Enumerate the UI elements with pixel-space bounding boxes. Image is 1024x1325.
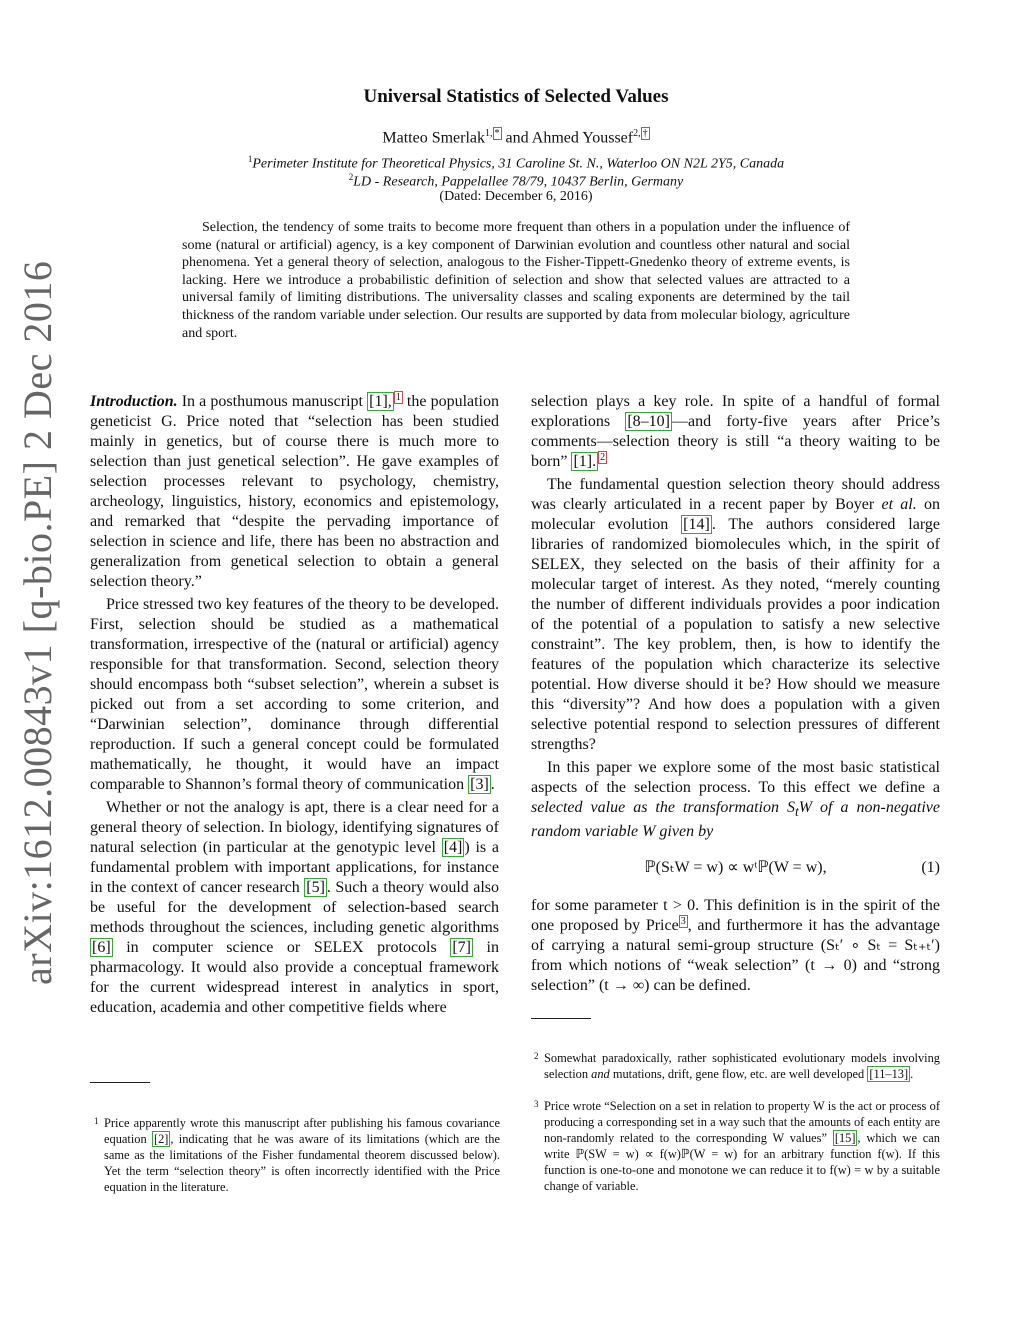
footnote-link-3[interactable]: 3 xyxy=(680,915,686,927)
text-span: Whether or not the analogy is apt, there is a clear need for a general theory of selection. In biology, identifying signatures of natural selection (in particular at the genotypic level xyxy=(90,799,499,856)
citation-link[interactable]: [14] xyxy=(683,516,710,533)
text-span: —and forty-five years after Price’s comments—selection theory is still “a theory waiting to be born” xyxy=(531,413,941,470)
citation-link[interactable]: [15] xyxy=(834,1131,856,1145)
text-span: Somewhat paradoxically, rather sophisticated evolutionary models involving selection xyxy=(544,1051,940,1081)
abstract: Selection, the tendency of some traits to become more frequent than others in a population under the influence of some (natural or artificial) agency, is a key component of Darwinian evolution and countless other natural and social phenomena. Yet a general theory of selection, analogous to the Fisher-Tippett-Gnedenko theory of extreme events, is lacking. Here we introduce a probabilistic definition of selection and show that selected values are attracted to a universal family of limiting distributions. The universality classes and scaling exponents are determined by the tail thickness of the random variable under selection. Our results are supported by data from molecular biology, agriculture and sport. xyxy=(182,220,850,341)
paragraph-continued xyxy=(531,392,940,472)
text-span: on molecular evolution xyxy=(531,496,940,533)
text-span: mutations, drift, gene flow, etc. are well developed xyxy=(609,1067,868,1081)
left-footnote-rule xyxy=(90,1082,150,1083)
right-footnote-rule xyxy=(531,1018,591,1019)
author-2: Ahmed Youssef xyxy=(531,129,634,147)
citation-link[interactable]: [2] xyxy=(153,1132,169,1146)
footnote-1-number: 1 xyxy=(94,1116,99,1126)
citation-link[interactable]: [4] xyxy=(443,839,463,856)
footnote-1 xyxy=(94,1115,500,1195)
footnote-2-number: 2 xyxy=(534,1051,539,1061)
introduction-heading: Introduction. xyxy=(90,393,178,410)
text-span: Price wrote “Selection on a set in relation to property W is the act or process of producing a corresponding set in a way such that the amounts of each entity are non-randomly related to the corresponding W values” xyxy=(544,1099,940,1145)
paragraph-price xyxy=(90,595,499,795)
text-span: in pharmacology. It would also provide a conceptual framework for the current widespread interest in analytics in sport, education, academia and other competitive fields where xyxy=(90,939,499,1016)
author-line xyxy=(0,128,1024,147)
affiliation-1 xyxy=(0,154,1024,173)
author-conjunction: and xyxy=(505,129,529,147)
affiliation-1-number: 1 xyxy=(247,154,253,164)
text-span: The fundamental question selection theory should address was clearly articulated in a recent paper by Boyer xyxy=(531,476,940,513)
paragraph-definition xyxy=(531,758,940,842)
citation-link[interactable]: [5] xyxy=(306,879,325,896)
right-column xyxy=(531,392,940,999)
text-span: . xyxy=(910,1067,914,1081)
text-span: in computer science or SELEX protocols xyxy=(112,939,451,956)
affiliation-2-text: LD - Research, Pappelallee 78/79, 10437 Berlin, Germany xyxy=(353,174,684,190)
author-2-affiliation: 2, xyxy=(633,128,641,139)
et-al: et al. xyxy=(881,496,917,513)
footnote-2 xyxy=(534,1050,940,1082)
affiliation-2 xyxy=(0,172,1024,191)
citation-link[interactable]: [1]. xyxy=(573,453,597,470)
footnote-link-2[interactable]: 2 xyxy=(600,451,606,463)
text-span: selection plays a key role. In spite of a handful of formal explorations xyxy=(531,393,940,430)
affiliation-1-text: Perimeter Institute for Theoretical Physics, 31 Caroline St. N., Waterloo ON N2L 2Y5, Canada xyxy=(252,156,785,172)
equation-number: (1) xyxy=(921,859,940,877)
citation-link[interactable]: [6] xyxy=(92,939,111,956)
citation-link[interactable]: [11–13] xyxy=(869,1067,909,1081)
arxiv-identifier: arXiv:1612.00843v1 [q-bio.PE] 2 Dec 2016 xyxy=(15,260,60,985)
affiliation-2-number: 2 xyxy=(348,172,354,182)
text-span: t xyxy=(795,804,799,820)
equation-1 xyxy=(531,850,940,886)
text-span: as the transformation S xyxy=(625,799,795,816)
citation-link[interactable]: [8–10] xyxy=(627,413,670,430)
citation-link[interactable]: [7] xyxy=(452,939,471,956)
text-span: , which we can write ℙ(SW = w) ∝ f(w)ℙ(W = w) for an arbitrary function f(w). If this function is one-to-one and monotone we can reduce it to f(w) = w by a suitable change of variable. xyxy=(544,1131,940,1193)
text-span: , and furthermore it has the advantage of carrying a natural semi-group structure (Sₜ′ ∘ Sₜ = Sₜ₊ₜ′) from which notions of “weak selection” (t → 0) and “strong selection” (t → ∞) can be defined. xyxy=(531,917,941,995)
text-span: W of a non-negative random variable W given by xyxy=(531,799,941,841)
paragraph-question xyxy=(531,475,940,755)
author-1: Matteo Smerlak xyxy=(382,129,486,147)
text-span: Price apparently wrote this manuscript after publishing his famous covariance equation xyxy=(104,1116,500,1146)
paragraph-parameter xyxy=(531,896,940,996)
footnote-3 xyxy=(534,1098,940,1194)
dated-line: (Dated: December 6, 2016) xyxy=(439,189,593,204)
equation-body: ℙ(SₜW = w) ∝ wᵗℙ(W = w), xyxy=(644,859,827,877)
text-span: the population geneticist G. Price noted that “selection has been studied mainly in genetics, but of course there is much more to selection than just genetical selection”. He gave examples of selection processes relevant to psychology, chemistry, archeology, linguistics, history, economics and epistemology, and remarked that “despite the pervading importance of selection in science and life, there has been no abstraction and generalization from genetical selection to obtain a general selection theory.” xyxy=(90,393,500,590)
footnote-3-number: 3 xyxy=(534,1099,539,1109)
text-span: ) is a fundamental problem with important applications, for instance in the context of cancer research xyxy=(90,839,499,896)
text-span: for some parameter t > 0. This definition is in the spirit of the one proposed by Price xyxy=(531,897,940,935)
author-1-affiliation: 1, xyxy=(485,128,493,139)
text-span: Price stressed two key features of the theory to be developed. First, selection should be studied as a mathematical transformation, irrespective of the (natural or artificial) agency responsible for that transformation. Second, selection theory should encompass both “subset selection”, wherein a subset is picked out from a set according to some criterion, and “Darwinian selection”, dominance through differential reproduction. If such a general concept could be formulated mathematically, he thought, it would have an impact comparable to Shannon’s formal theory of communication xyxy=(90,596,499,793)
selected-value-term: selected value xyxy=(531,799,626,816)
author-2-footnote-link[interactable]: † xyxy=(642,128,648,139)
footnote-link-1[interactable]: 1 xyxy=(395,391,401,403)
left-column xyxy=(90,392,499,1021)
text-span: . Such a theory would also be useful for the development of selection-based search methods throughout the sciences, including genetic algorithms xyxy=(90,879,499,936)
paragraph-analogy xyxy=(90,798,499,1018)
text-span: . The authors considered large libraries of randomized biomolecules which, in the spirit of SELEX, they selected on the basis of their affinity for a molecular target of interest. As they noted, “merely counting the number of different individuals provides a poor indication of the potential of a population to satisfy a new selective constraint”. The key problem, then, is how to identify the features of the population which characterize its selective potential. How diverse should it be? How should we measure this “diversity”? And how does a population with a given selective potential respond to selection pressures of different strengths? xyxy=(531,516,940,753)
text-span: and xyxy=(591,1067,610,1081)
text-span: . xyxy=(490,776,495,793)
citation-link[interactable]: [3] xyxy=(470,776,489,793)
text-span: In this paper we explore some of the most basic statistical aspects of the selection process. To this effect we define a xyxy=(531,759,940,796)
text-span: In a posthumous manuscript xyxy=(177,393,368,410)
author-1-footnote-link[interactable]: * xyxy=(494,128,500,139)
citation-link[interactable]: [1], xyxy=(369,393,392,410)
paper-title: Universal Statistics of Selected Values xyxy=(363,86,669,107)
paragraph-intro xyxy=(90,392,499,592)
text-span: , indicating that he was aware of its limitations (which are the same as the limitations of the Fisher fundamental theorem discussed below). Yet the term “selection theory” is often incorrectly identified with the Price equation in the literature. xyxy=(104,1132,500,1194)
